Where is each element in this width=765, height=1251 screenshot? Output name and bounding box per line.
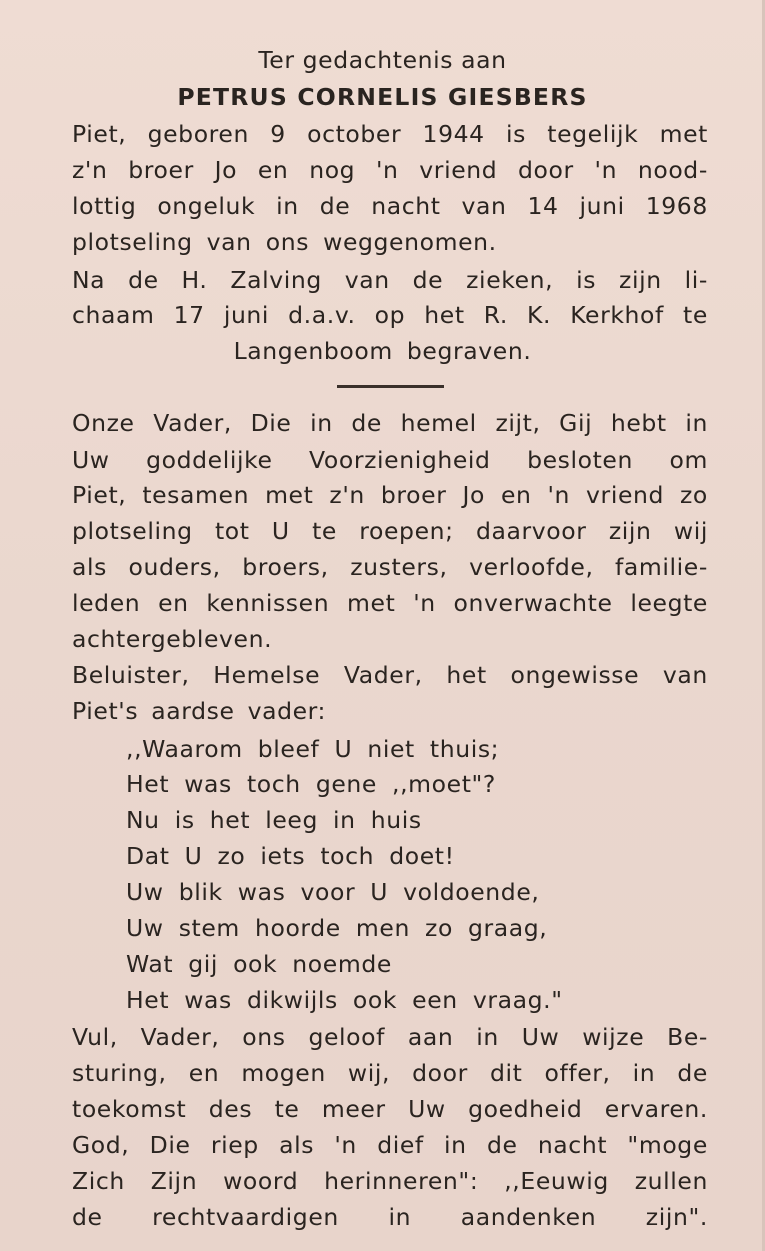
- prayer-line-2: [72, 442, 708, 478]
- word: zieken,: [466, 266, 554, 294]
- prayer-line-7: achtergebleven.: [72, 625, 273, 653]
- word: rechtvaardigen: [152, 1203, 339, 1231]
- word: besloten: [527, 446, 633, 474]
- word: zusters,: [350, 553, 448, 581]
- word: de: [486, 1131, 518, 1159]
- word: de: [412, 266, 444, 294]
- word: juni: [223, 301, 270, 329]
- word: en: [188, 1059, 220, 1087]
- word: zullen: [634, 1167, 708, 1195]
- word: is: [506, 120, 527, 148]
- section-divider: [337, 385, 444, 388]
- word: familie-: [615, 553, 708, 581]
- word: broer: [380, 481, 447, 509]
- word: Piet,: [72, 120, 127, 148]
- word: broer: [128, 156, 194, 184]
- word: nacht: [537, 1131, 608, 1159]
- prayer-line-8: [72, 657, 708, 693]
- word: in: [276, 192, 299, 220]
- word: ongeluk: [157, 192, 256, 220]
- word: geloof: [308, 1023, 385, 1051]
- word: dief: [377, 1131, 424, 1159]
- closing-line-6: [72, 1199, 708, 1235]
- word: Jo: [462, 481, 485, 509]
- prayer-line-3: [72, 477, 708, 513]
- word: Piet,: [72, 481, 127, 509]
- word: vriend: [419, 156, 498, 184]
- word: Uw: [521, 1023, 560, 1051]
- word: als: [72, 553, 107, 581]
- word: Voorzienigheid: [309, 446, 491, 474]
- word: riep: [210, 1131, 259, 1159]
- word: Onze: [72, 409, 135, 437]
- word: wij: [673, 517, 708, 545]
- intro-line: Ter gedachtenis aan: [258, 46, 507, 74]
- word: nood-: [637, 156, 708, 184]
- word: op: [374, 301, 406, 329]
- word: 14: [527, 192, 559, 220]
- word: van: [662, 661, 708, 689]
- word: Hemelse: [213, 661, 321, 689]
- word: als: [279, 1131, 315, 1159]
- word: wijze: [582, 1023, 645, 1051]
- word: Kerkhof: [570, 301, 664, 329]
- word: d.a.v.: [288, 301, 356, 329]
- word: en: [257, 156, 289, 184]
- prayer-line-4: [72, 513, 708, 549]
- bio-line-7: Langenboom begraven.: [233, 337, 532, 365]
- word: Zalving: [230, 266, 322, 294]
- word: nacht: [371, 192, 441, 220]
- word: li-: [684, 266, 708, 294]
- word: ervaren.: [604, 1095, 708, 1123]
- word: God,: [72, 1131, 130, 1159]
- word: de: [128, 266, 159, 294]
- word: ,,Eeuwig: [504, 1167, 609, 1195]
- word: 'n: [594, 156, 618, 184]
- word: roepen;: [359, 517, 454, 545]
- word: Vader,: [343, 661, 423, 689]
- closing-line-5: [72, 1163, 708, 1199]
- word: broers,: [242, 553, 329, 581]
- deceased-name: PETRUS CORNELIS GIESBERS: [177, 83, 588, 111]
- word: K.: [527, 301, 552, 329]
- bio-line-5: [72, 262, 708, 298]
- word: is: [576, 266, 597, 294]
- word: 1968: [645, 192, 708, 220]
- word: Die: [250, 409, 292, 437]
- word: hemel: [400, 409, 477, 437]
- word: z'n: [329, 481, 365, 509]
- word: de: [677, 1059, 708, 1087]
- word: Be-: [667, 1023, 708, 1051]
- word: tegelijk: [547, 120, 639, 148]
- word: het: [424, 301, 465, 329]
- word: onverwachte: [453, 589, 613, 617]
- word: aan: [407, 1023, 454, 1051]
- word: leegte: [630, 589, 708, 617]
- word: H.: [181, 266, 208, 294]
- word: ongewisse: [510, 661, 640, 689]
- word: 'n: [375, 156, 399, 184]
- closing-line-3: [72, 1091, 708, 1127]
- poem-line-1: ,,Waarom bleef U niet thuis;: [126, 735, 500, 763]
- word: chaam: [72, 301, 155, 329]
- word: in: [685, 409, 708, 437]
- word: Zich: [72, 1167, 125, 1195]
- word: in: [444, 1131, 467, 1159]
- word: te: [683, 301, 708, 329]
- word: zijn: [608, 517, 652, 545]
- prayer-line-9: Piet's aardse vader:: [72, 697, 327, 725]
- word: nog: [309, 156, 356, 184]
- word: te: [274, 1095, 300, 1123]
- word: door: [518, 156, 574, 184]
- word: tesamen: [142, 481, 250, 509]
- word: de: [319, 192, 351, 220]
- word: 17: [173, 301, 205, 329]
- word: kennissen: [206, 589, 330, 617]
- word: de: [351, 409, 382, 437]
- closing-line-2: [72, 1055, 708, 1091]
- word: daarvoor: [476, 517, 587, 545]
- word: 1944: [422, 120, 485, 148]
- word: goedheid: [468, 1095, 583, 1123]
- word: des: [208, 1095, 253, 1123]
- poem-line-6: Uw stem hoorde men zo graag,: [126, 914, 548, 942]
- word: in: [310, 409, 333, 437]
- word: dit: [489, 1059, 523, 1087]
- word: zijn".: [645, 1203, 708, 1231]
- word: 9: [270, 120, 286, 148]
- word: in: [388, 1203, 412, 1231]
- word: z'n: [72, 156, 108, 184]
- word: ouders,: [128, 553, 221, 581]
- closing-line-1: [72, 1019, 708, 1055]
- prayer-line-6: [72, 585, 708, 621]
- bio-line-4: plotseling van ons weggenomen.: [72, 228, 497, 256]
- word: U: [271, 517, 290, 545]
- word: juni: [579, 192, 625, 220]
- word: te: [312, 517, 337, 545]
- word: mogen: [241, 1059, 326, 1087]
- poem-line-8: Het was dikwijls ook een vraag.": [126, 986, 563, 1014]
- word: tot: [214, 517, 250, 545]
- word: Uw: [408, 1095, 446, 1123]
- word: om: [669, 446, 708, 474]
- word: goddelijke: [146, 446, 273, 474]
- word: verloofde,: [469, 553, 594, 581]
- word: in: [632, 1059, 656, 1087]
- bio-line-2: [72, 152, 708, 188]
- word: plotseling: [72, 517, 193, 545]
- word: herinneren":: [324, 1167, 479, 1195]
- word: en: [158, 589, 189, 617]
- word: woord: [223, 1167, 299, 1195]
- word: offer,: [544, 1059, 611, 1087]
- word: Zijn: [150, 1167, 198, 1195]
- word: wij,: [347, 1059, 391, 1087]
- closing-line-4: [72, 1127, 708, 1163]
- word: het: [446, 661, 487, 689]
- word: Die: [149, 1131, 191, 1159]
- word: lottig: [72, 192, 137, 220]
- poem-line-4: Dat U zo iets toch doet!: [126, 842, 455, 870]
- word: Beluister,: [72, 661, 190, 689]
- word: met: [265, 481, 314, 509]
- word: 'n: [413, 589, 436, 617]
- word: geboren: [147, 120, 249, 148]
- bio-line-1: [72, 116, 708, 152]
- word: aandenken: [460, 1203, 597, 1231]
- word: hebt: [610, 409, 667, 437]
- word: zo: [680, 481, 708, 509]
- word: Vul,: [72, 1023, 118, 1051]
- word: sturing,: [72, 1059, 167, 1087]
- word: "moge: [627, 1131, 708, 1159]
- word: leden: [72, 589, 141, 617]
- bio-line-6: [72, 297, 708, 333]
- word: Jo: [214, 156, 238, 184]
- word: Vader,: [153, 409, 232, 437]
- poem-line-7: Wat gij ook noemde: [126, 950, 392, 978]
- word: toekomst: [72, 1095, 187, 1123]
- word: ons: [242, 1023, 286, 1051]
- word: in: [476, 1023, 499, 1051]
- prayer-line-1: [72, 405, 708, 441]
- word: Uw: [72, 446, 110, 474]
- word: door: [412, 1059, 468, 1087]
- poem-line-2: Het was toch gene ,,moet"?: [126, 770, 496, 798]
- word: meer: [321, 1095, 386, 1123]
- word: en: [500, 481, 532, 509]
- word: met: [347, 589, 396, 617]
- word: van: [344, 266, 390, 294]
- poem-line-5: Uw blik was voor U voldoende,: [126, 878, 540, 906]
- word: 'n: [547, 481, 571, 509]
- word: van: [461, 192, 507, 220]
- word: Vader,: [140, 1023, 220, 1051]
- word: de: [72, 1203, 103, 1231]
- word: zijn: [619, 266, 662, 294]
- word: vriend: [586, 481, 665, 509]
- word: R.: [483, 301, 508, 329]
- prayer-line-5: [72, 549, 708, 585]
- word: Gij: [559, 409, 593, 437]
- poem-line-3: Nu is het leeg in huis: [126, 806, 422, 834]
- word: october: [307, 120, 402, 148]
- bio-line-3: [72, 188, 708, 224]
- word: met: [659, 120, 708, 148]
- word: 'n: [334, 1131, 357, 1159]
- word: zijt,: [495, 409, 541, 437]
- word: Na: [72, 266, 106, 294]
